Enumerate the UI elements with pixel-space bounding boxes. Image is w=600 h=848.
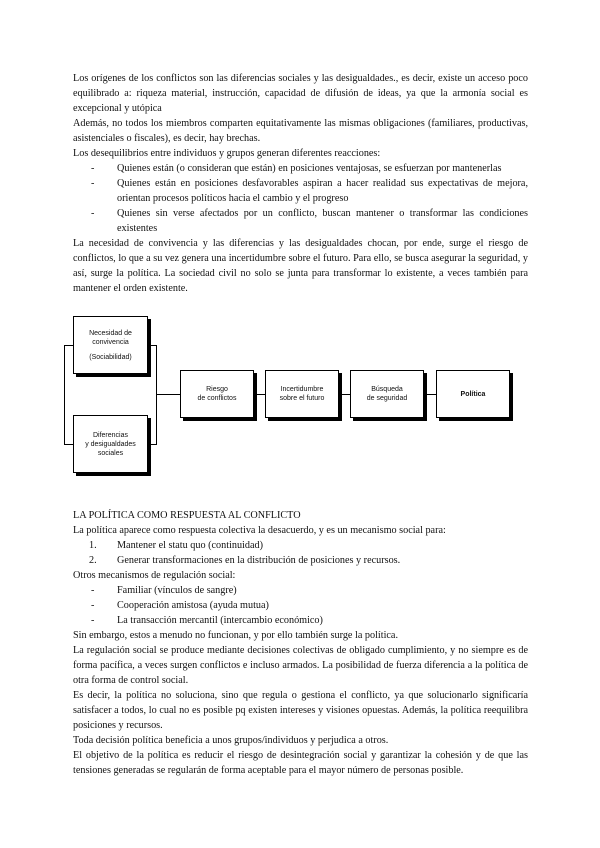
risk-label-2: de conflictos xyxy=(197,395,237,402)
uncertainty-box xyxy=(265,370,339,418)
reactions-list xyxy=(73,161,528,236)
uncertainty-label-1: Incertidumbre xyxy=(280,386,324,393)
need-label-3: (Sociabilidad) xyxy=(89,353,132,361)
section-paragraph-3: Sin embargo, estos a menudo no funcionan, y por ello también surge la política. xyxy=(73,630,398,641)
section-paragraph-6: Toda decisión política beneficia a unos grupos/individuos y perjudica a otros. xyxy=(73,735,389,746)
connector-to-risk xyxy=(156,394,180,395)
document-page xyxy=(73,71,528,778)
section-paragraph-4: La regulación social se produce mediante decisiones colectivas de obligado cumplimiento, y no siempre es de forma pacífica, a veces surgen conflictos e incluso armados. La posibilidad de fuerza diferencia a la política de otra forma de control social. xyxy=(73,645,528,686)
list-item: - Quienes están (o consideran que están) en posiciones ventajosas, se esfuerzan por mantenerlas xyxy=(117,161,528,176)
purposes-list xyxy=(73,538,528,568)
connector-uncertainty-security xyxy=(339,394,350,395)
diff-label-3: sociales xyxy=(97,449,124,457)
security-box xyxy=(350,370,424,418)
intro-paragraph-3: Los desequilibrios entre individuos y grupos generan diferentes reacciones: xyxy=(73,148,381,159)
politics-label: Política xyxy=(460,390,486,398)
security-label-2: de seguridad xyxy=(366,395,408,402)
list-text: Mantener el statu quo (continuidad) xyxy=(117,540,263,551)
need-box xyxy=(73,316,148,374)
list-item xyxy=(89,538,528,553)
list-item: - Quienes sin verse afectados por un conflicto, buscan mantener o transformar las condiciones existentes xyxy=(117,206,528,236)
risk-label-1: Riesgo xyxy=(206,386,228,393)
section-paragraph-1: La política aparece como respuesta colectiva la desacuerdo, y es un mecanismo social para: xyxy=(73,525,446,536)
connector-bottom-left xyxy=(64,444,73,445)
security-label-1: Búsqueda xyxy=(371,386,403,393)
list-item: - Familiar (vínculos de sangre) xyxy=(117,583,528,598)
list-text: Generar transformaciones en la distribución de posiciones y recursos. xyxy=(117,555,401,566)
section-paragraph-2: Otros mecanismos de regulación social: xyxy=(73,570,236,581)
differences-box xyxy=(73,415,148,473)
diff-label-2: y desigualdades xyxy=(85,440,136,448)
connector-left-vertical xyxy=(64,345,65,444)
connector-bottom-right xyxy=(148,444,157,445)
section-paragraph-5: Es decir, la política no soluciona, sino que regula o gestiona el conflicto, ya que solucionarlo significaría satisfacer a todos, lo cual no es posible pq existen intereses y visiones opuestas. Además, la política reequilibra posiciones y recursos. xyxy=(73,690,528,731)
uncertainty-label-2: sobre el futuro xyxy=(279,395,325,402)
mechanisms-list xyxy=(73,583,528,628)
politics-box xyxy=(436,370,510,418)
intro-paragraph-1: Los orígenes de los conflictos son las diferencias sociales y las desigualdades., es decir, existe un acceso poco equilibrado a: riqueza material, instrucción, capacidad de difusión de ideas, ya que la armonía social es excepcional y utópica xyxy=(73,73,528,114)
list-item: - Quienes están en posiciones desfavorables aspiran a hacer realidad sus expectativas de mejora, orientan procesos políticos hacia el cambio y el progreso xyxy=(117,176,528,206)
need-label-1: Necesidad de xyxy=(89,329,132,337)
list-number: 1. xyxy=(89,540,97,551)
risk-box xyxy=(180,370,254,418)
list-number: 2. xyxy=(89,555,97,566)
list-item: - La transacción mercantil (intercambio económico) xyxy=(117,613,528,628)
section-paragraph-7: El objetivo de la política es reducir el riesgo de desintegración social y garantizar la cohesión y de que las tensiones generadas se regularán de forma aceptable para el mayor número de personas posible. xyxy=(73,750,528,776)
diff-label-1: Diferencias xyxy=(92,431,128,439)
connector-top-right xyxy=(148,345,157,346)
intro-paragraph-2: Además, no todos los miembros comparten equitativamente las mismas obligaciones (familiares, productivas, asistenciales o fiscales), es decir, hay brechas. xyxy=(73,118,528,144)
need-label-2: convivencia xyxy=(92,338,129,346)
connector-top-left xyxy=(64,345,73,346)
section-title: LA POLÍTICA COMO RESPUESTA AL CONFLICTO xyxy=(73,510,301,521)
connector-risk-uncertainty xyxy=(254,394,265,395)
list-item xyxy=(89,553,528,568)
connector-security-politics xyxy=(424,394,436,395)
conflict-diagram xyxy=(73,314,528,489)
intro-paragraph-4: La necesidad de convivencia y las diferencias y las desigualdades chocan, por ende, surge el riesgo de conflictos, lo que a su vez genera una incertidumbre sobre el futuro. Para ello, se busca asegurar la seguridad, y así, surge la política. La sociedad civil no solo se junta para transformar lo existente, a veces también para mantener el orden existente. xyxy=(73,238,528,294)
list-item: - Cooperación amistosa (ayuda mutua) xyxy=(117,598,528,613)
